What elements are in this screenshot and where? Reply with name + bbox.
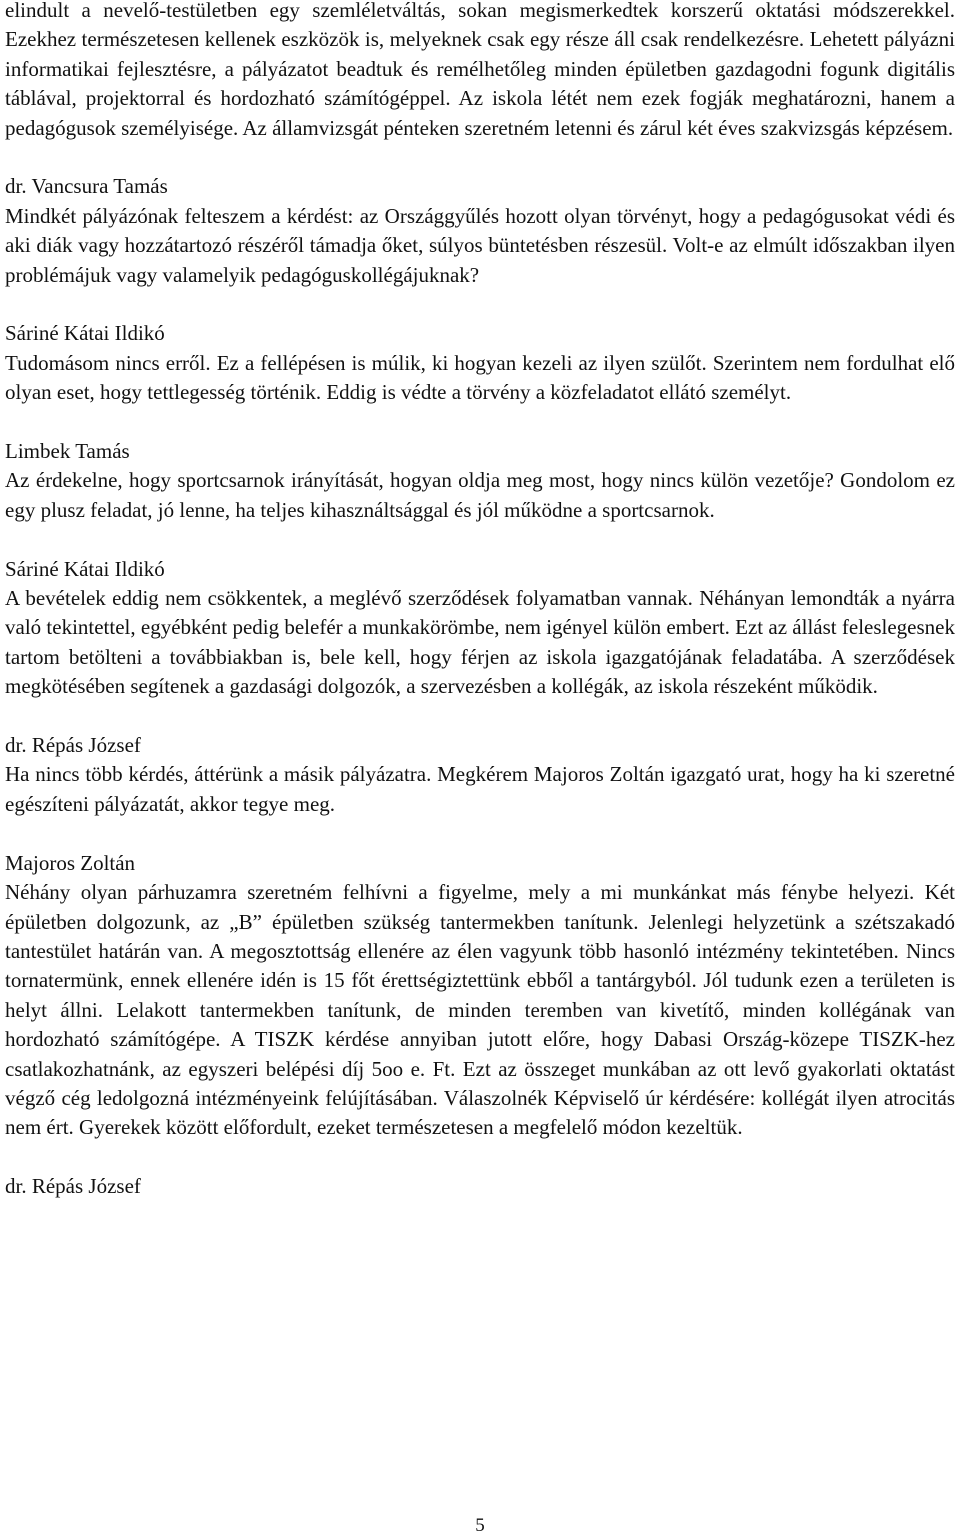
speech-paragraph: Ha nincs több kérdés, áttérünk a másik pályázatra. Megkérem Majoros Zoltán igazgató urat, hogy ha ki szeretné egészíteni pályázatát, akkor tegye meg. bbox=[5, 762, 955, 816]
speaker-name: Majoros Zoltán bbox=[5, 850, 136, 875]
paragraph-gap bbox=[5, 525, 955, 554]
speech-paragraph: A bevételek eddig nem csökkentek, a meglévő szerződések folyamatban vannak. Néhányan lemondták a nyárra való tekintettel, egyébként pedig belefér a munkakörömbe, nem igényel külön embert. Ezt az állást feleslegesnek tartom betölteni a továbbiakban is, bele kell, hogy férjen az iskola igazgatójának feladatába. A szerződések megkötésében segítenek a gazdasági dolgozók, a szervezésben a kollégák, az iskola részeként működik. bbox=[5, 586, 955, 699]
speaker-name: dr. Répás József bbox=[5, 733, 141, 758]
speaker-name: dr. Répás József bbox=[5, 1174, 141, 1199]
speech-paragraph: Tudomásom nincs erről. Ez a fellépésen is múlik, ki hogyan kezeli az ilyen szülőt. Szerintem nem fordulhat elő olyan eset, hogy tettlegesség történik. Eddig is védte a törvény a közfeladatot ellátó személyt. bbox=[5, 350, 955, 405]
paragraph-intro: elindult a nevelő-testületben egy szemléletváltás, sokan megismerkedtek korszerű oktatási módszerekkel. Ezekhez természetesen kellenek eszközök is, melyeknek csak egy része áll csak rendelkezésre. Lehetett pályázni informatikai fejlesztésre, a pályázatot beadtuk és remélhetőleg minden épületben gazdagodni fogunk digitális táblával, projektorral és hordozható számítógéppel. Az iskola létét nem ezek fogják meghatározni, hanem a pedagógusok személyisége. Az államvizsgát pénteken szeretném letenni és zárul két éves szakvizsgás képzésem. bbox=[5, 0, 955, 140]
paragraph-gap bbox=[5, 1143, 955, 1172]
paragraph-gap bbox=[5, 290, 955, 319]
paragraph-gap bbox=[5, 143, 955, 172]
speaker-name: Sáriné Kátai Ildikó bbox=[5, 321, 165, 346]
speaker-name: Limbek Tamás bbox=[5, 439, 130, 464]
speaker-name: dr. Vancsura Tamás bbox=[5, 174, 168, 199]
page-number: 5 bbox=[475, 1515, 485, 1536]
paragraph-gap bbox=[5, 408, 955, 437]
speech-paragraph: Az érdekelne, hogy sportcsarnok irányítását, hogyan oldja meg most, hogy nincs külön vezetője? Gondolom ez egy plusz feladat, jó lenne, ha teljes kihasználtsággal és jól működne a sportcsarnok. bbox=[5, 468, 955, 522]
document-page bbox=[5, 0, 955, 1202]
speaker-name: Sáriné Kátai Ildikó bbox=[5, 556, 165, 581]
paragraph-gap bbox=[5, 819, 955, 848]
speech-paragraph: Néhány olyan párhuzamra szeretném felhívni a figyelme, mely a mi munkánkat más fénybe helyezi. Két épületben dolgozunk, az „B” épületben szükség tantermekben tanítunk. Jelenlegi helyzetünk a szétszakadó tantestület határán van. A megosztottság ellenére az élen vagyunk több hasonló intézmény tekintetében. Nincs tornatermünk, ennek ellenére idén is 15 főt érettségiztettünk ebből a tantárgyból. Jól tudunk ezen a területen is helyt állni. Lelakott tantermekben tanítunk, de minden teremben van kivetítő, minden kollégának van hordozható számítógépe. A TISZK kérdése annyiban jutott előre, hogy Dabasi Ország-közepe TISZK-hez csatlakozhatnánk, az egyszeri belépési díj 5oo e. Ft. Ezt az összeget munkában az ott levő gyakorlati oktatást végző cég ledolgozná intézményeink felújításában. Válaszolnék Képviselő úr kérdésére: kollégát ilyen atrocitás nem ért. Gyerekek között előfordult, ezeket természetesen a megfelelő módon kezeltük. bbox=[5, 880, 955, 1140]
speech-paragraph: Mindkét pályázónak felteszem a kérdést: az Országgyűlés hozott olyan törvényt, hogy a pedagógusokat védi és aki diák vagy hozzátartozó részéről támadja őket, súlyos büntetésben részesül. Volt-e az elmúlt időszakban ilyen problémájuk vagy valamelyik pedagóguskollégájuknak? bbox=[5, 203, 955, 287]
paragraph-gap bbox=[5, 702, 955, 731]
